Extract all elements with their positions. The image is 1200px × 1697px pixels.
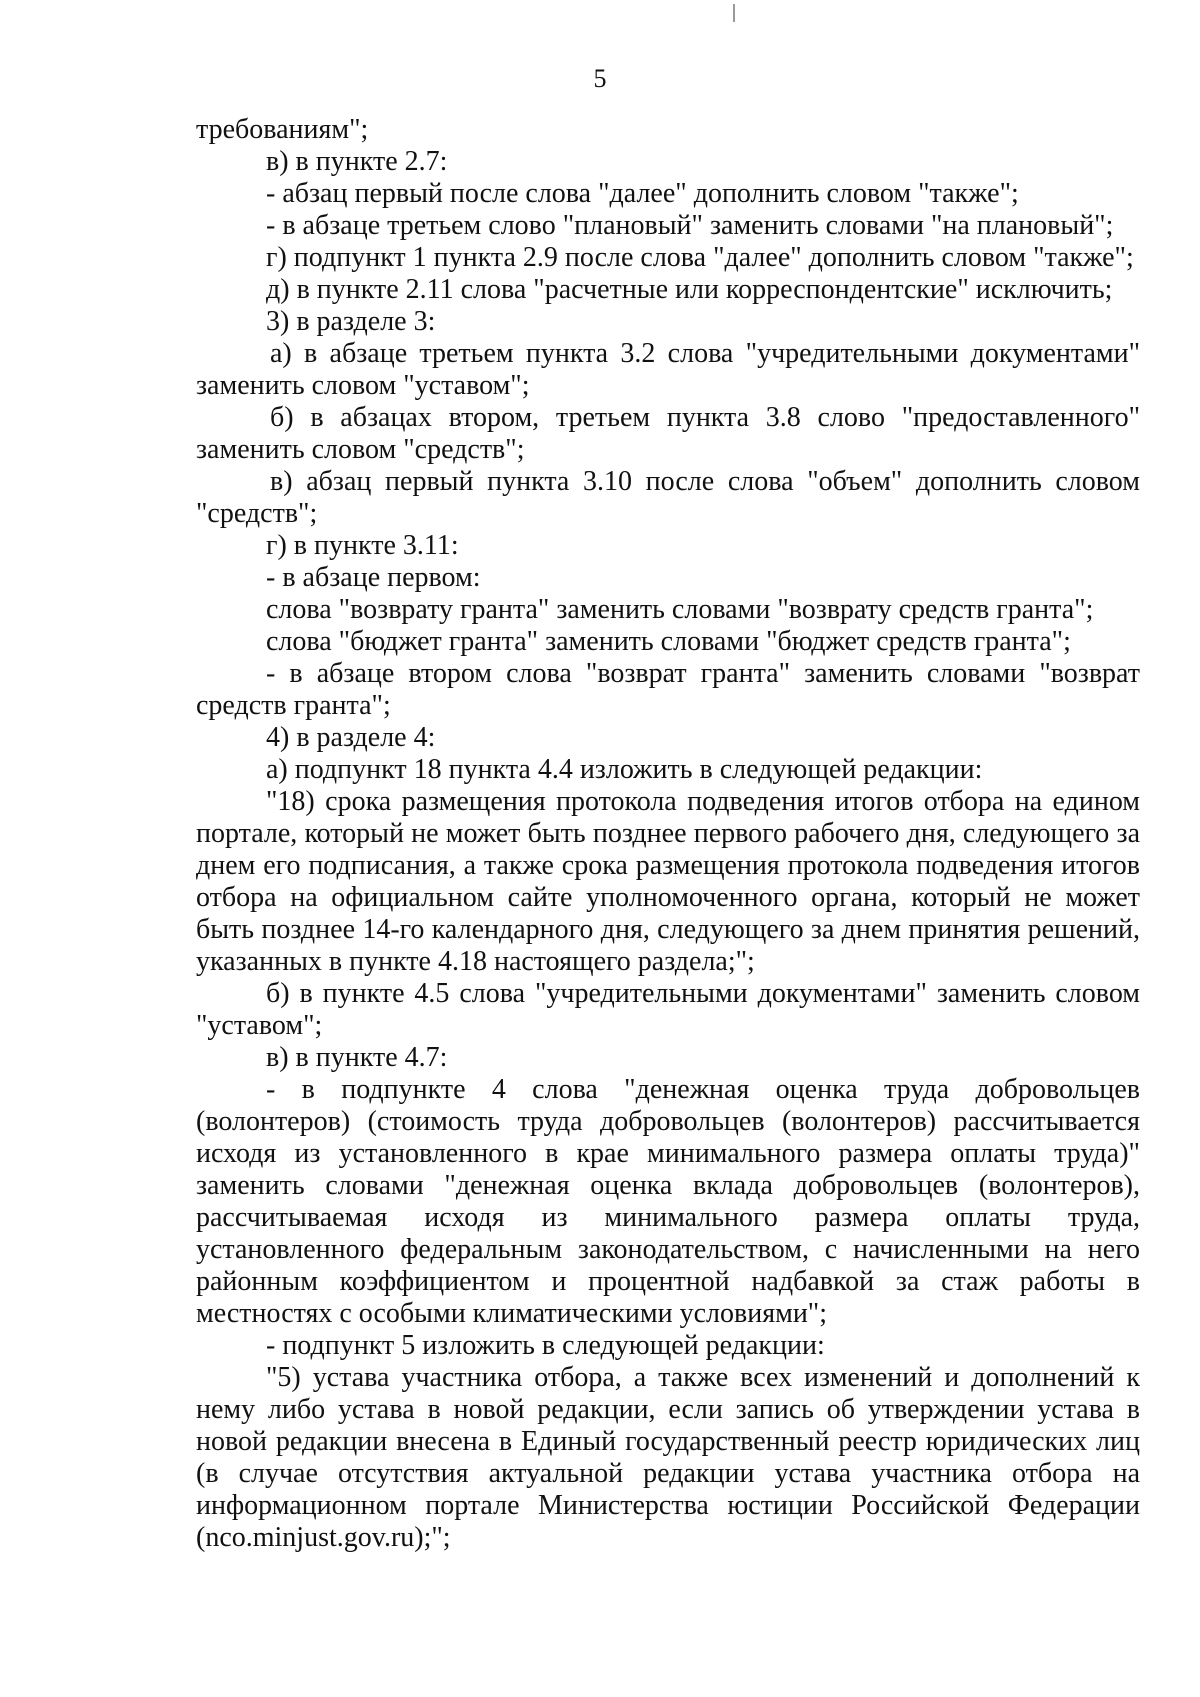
paragraph-section-3: 3) в разделе 3: — [266, 306, 436, 337]
paragraph-quote-5: "5) устава участника отбора, а также всех изменений и дополнений к нему либо устава в новой редакции, если запись об утверждении устава в новой редакции внесена в Единый государственный реестр юридических лиц (в случае отсутствия актуальной редакции устава участника отбора на информационном портале Министерства юстиции Российской Федерации (nco.minjust.gov.ru);"; — [196, 1362, 1140, 1553]
paragraph-item-b-3-8: б) в абзацах втором, третьем пункта 3.8 слово "предоставленного" заменить словом "средств"; — [196, 402, 1140, 465]
paragraph-item-v-3-10: в) абзац первый пункта 3.10 после слова "объем" дополнить словом "средств"; — [196, 466, 1140, 529]
paragraph-item-b-4-5: б) в пункте 4.5 слова "учредительными документами" заменить словом "уставом"; — [196, 978, 1140, 1041]
paragraph-continuation: требованиям"; — [196, 114, 369, 145]
paragraph-item-a-3-2: а) в абзаце третьем пункта 3.2 слова "учредительными документами" заменить словом "уставом"; — [196, 338, 1140, 401]
paragraph-words-vozvratu: слова "возврату гранта" заменить словами "возврату средств гранта"; — [266, 594, 1094, 625]
paragraph-section-4: 4) в разделе 4: — [266, 722, 436, 753]
paragraph-words-budget: слова "бюджет гранта" заменить словами "бюджет средств гранта"; — [266, 626, 1071, 657]
paragraph-abzac-first-3-11: - в абзаце первом: — [266, 562, 481, 593]
paragraph-abzac-third: - в абзаце третьем слово "плановый" заменить словами "на плановый"; — [266, 210, 1114, 241]
paragraph-subitem-4: - в подпункте 4 слова "денежная оценка труда добровольцев (волонтеров) (стоимость труда добровольцев (волонтеров) рассчитывается исходя из установленного в крае минимального размера оплаты труда)" заменить словами "денежная оценка вклада добровольцев (волонтеров), рассчитываемая исходя из минимального размера оплаты труда, установленного федеральным законодательством, с начисленными на него районным коэффициентом и процентной надбавкой за стаж работы в местностях с особыми климатическими условиями"; — [196, 1074, 1140, 1329]
paragraph-item-v-4-7: в) в пункте 4.7: — [266, 1042, 448, 1073]
paragraph-item-g-2-9: г) подпункт 1 пункта 2.9 после слова "далее" дополнить словом "также"; — [266, 242, 1134, 273]
paragraph-subitem-5: - подпункт 5 изложить в следующей редакции: — [266, 1330, 825, 1361]
document-body — [196, 114, 1140, 1554]
paragraph-quote-18: "18) срока размещения протокола подведения итогов отбора на едином портале, который не может быть позднее первого рабочего дня, следующего за днем его подписания, а также срока размещения протокола подведения итогов отбора на официальном сайте уполномоченного органа, который не может быть позднее 14-го календарного дня, следующего за днем принятия решений, указанных в пункте 4.18 настоящего раздела;"; — [196, 786, 1140, 977]
paragraph-item-v-2-7: в) в пункте 2.7: — [266, 146, 448, 177]
page-number: 5 — [593, 64, 607, 93]
paragraph-abzac-second-3-11: - в абзаце втором слова "возврат гранта" заменить словами "возврат средств гранта"; — [196, 658, 1140, 721]
paragraph-abzac-first: - абзац первый после слова "далее" дополнить словом "также"; — [266, 178, 1019, 209]
paragraph-item-a-4-4: а) подпункт 18 пункта 4.4 изложить в следующей редакции: — [266, 754, 983, 785]
paragraph-item-g-3-11: г) в пункте 3.11: — [266, 530, 459, 561]
scan-mark — [733, 4, 735, 22]
paragraph-item-d-2-11: д) в пункте 2.11 слова "расчетные или корреспондентские" исключить; — [266, 274, 1113, 305]
